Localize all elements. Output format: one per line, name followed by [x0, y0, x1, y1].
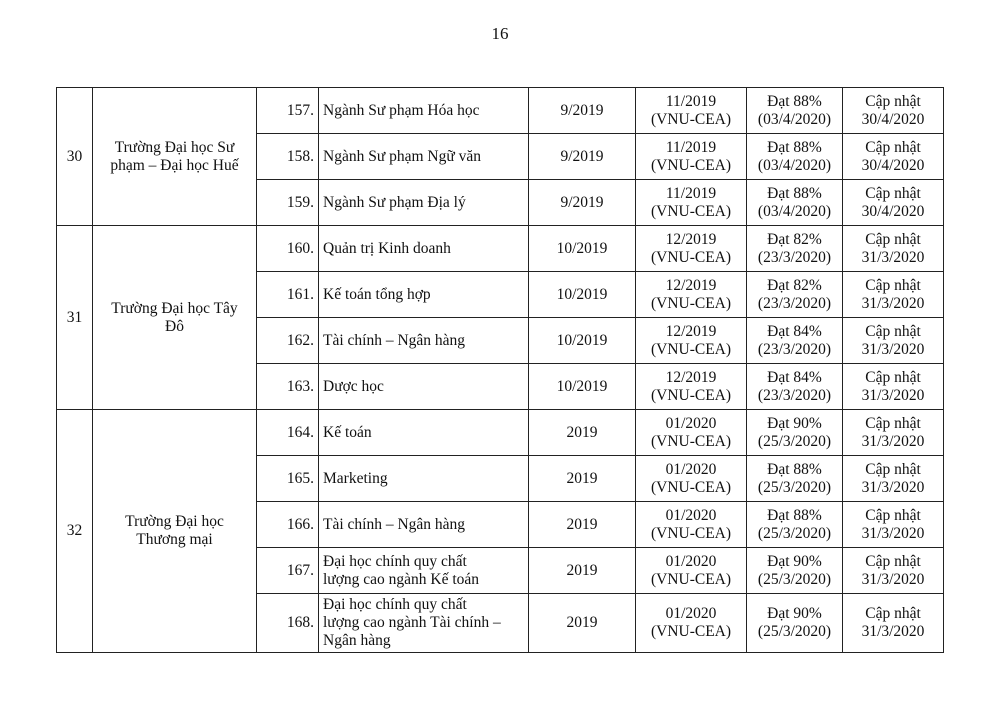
- council-time: 12/2019 (VNU-CEA): [636, 226, 747, 272]
- accreditation-table: [56, 87, 944, 653]
- council-time: 11/2019 (VNU-CEA): [636, 180, 747, 226]
- evaluation-time: 10/2019: [529, 318, 636, 364]
- result: Đạt 88% (25/3/2020): [747, 456, 843, 502]
- program-name: Đại học chính quy chất lượng cao ngành Tài chính – Ngân hàng: [319, 594, 529, 653]
- council-time: 11/2019 (VNU-CEA): [636, 88, 747, 134]
- result: Đạt 88% (03/4/2020): [747, 180, 843, 226]
- program-name: Quản trị Kinh doanh: [319, 226, 529, 272]
- update-status: Cập nhật 31/3/2020: [843, 548, 944, 594]
- row-number: 159.: [257, 180, 319, 226]
- program-name: Đại học chính quy chất lượng cao ngành Kế toán: [319, 548, 529, 594]
- table-row: [57, 88, 944, 134]
- result: Đạt 88% (03/4/2020): [747, 88, 843, 134]
- update-status: Cập nhật 30/4/2020: [843, 88, 944, 134]
- council-time: 12/2019 (VNU-CEA): [636, 364, 747, 410]
- result: Đạt 90% (25/3/2020): [747, 410, 843, 456]
- row-number: 168.: [257, 594, 319, 653]
- row-number: 165.: [257, 456, 319, 502]
- result: Đạt 82% (23/3/2020): [747, 272, 843, 318]
- update-status: Cập nhật 30/4/2020: [843, 134, 944, 180]
- program-name: Marketing: [319, 456, 529, 502]
- program-name: Tài chính – Ngân hàng: [319, 318, 529, 364]
- update-status: Cập nhật 31/3/2020: [843, 318, 944, 364]
- council-time: 12/2019 (VNU-CEA): [636, 272, 747, 318]
- evaluation-time: 2019: [529, 410, 636, 456]
- program-name: Ngành Sư phạm Hóa học: [319, 88, 529, 134]
- evaluation-time: 9/2019: [529, 88, 636, 134]
- update-status: Cập nhật 31/3/2020: [843, 364, 944, 410]
- evaluation-time: 9/2019: [529, 134, 636, 180]
- council-time: 01/2020 (VNU-CEA): [636, 594, 747, 653]
- update-status: Cập nhật 31/3/2020: [843, 502, 944, 548]
- result: Đạt 90% (25/3/2020): [747, 594, 843, 653]
- evaluation-time: 10/2019: [529, 272, 636, 318]
- update-status: Cập nhật 31/3/2020: [843, 410, 944, 456]
- evaluation-time: 10/2019: [529, 364, 636, 410]
- row-number: 158.: [257, 134, 319, 180]
- council-time: 12/2019 (VNU-CEA): [636, 318, 747, 364]
- result: Đạt 84% (23/3/2020): [747, 364, 843, 410]
- group-number: 31: [57, 226, 93, 410]
- result: Đạt 90% (25/3/2020): [747, 548, 843, 594]
- result: Đạt 82% (23/3/2020): [747, 226, 843, 272]
- evaluation-time: 2019: [529, 548, 636, 594]
- evaluation-time: 2019: [529, 594, 636, 653]
- result: Đạt 88% (03/4/2020): [747, 134, 843, 180]
- result: Đạt 88% (25/3/2020): [747, 502, 843, 548]
- program-name: Ngành Sư phạm Ngữ văn: [319, 134, 529, 180]
- program-name: Kế toán: [319, 410, 529, 456]
- evaluation-time: 9/2019: [529, 180, 636, 226]
- row-number: 162.: [257, 318, 319, 364]
- evaluation-time: 2019: [529, 502, 636, 548]
- update-status: Cập nhật 30/4/2020: [843, 180, 944, 226]
- update-status: Cập nhật 31/3/2020: [843, 272, 944, 318]
- row-number: 166.: [257, 502, 319, 548]
- evaluation-time: 10/2019: [529, 226, 636, 272]
- program-name: Tài chính – Ngân hàng: [319, 502, 529, 548]
- group-number: 32: [57, 410, 93, 653]
- school-name: Trường Đại học Thương mại: [93, 410, 257, 653]
- update-status: Cập nhật 31/3/2020: [843, 456, 944, 502]
- council-time: 01/2020 (VNU-CEA): [636, 456, 747, 502]
- council-time: 01/2020 (VNU-CEA): [636, 410, 747, 456]
- program-name: Kế toán tổng hợp: [319, 272, 529, 318]
- table-row: [57, 226, 944, 272]
- row-number: 163.: [257, 364, 319, 410]
- update-status: Cập nhật 31/3/2020: [843, 594, 944, 653]
- row-number: 164.: [257, 410, 319, 456]
- result: Đạt 84% (23/3/2020): [747, 318, 843, 364]
- update-status: Cập nhật 31/3/2020: [843, 226, 944, 272]
- row-number: 167.: [257, 548, 319, 594]
- page-number: 16: [491, 24, 509, 43]
- council-time: 01/2020 (VNU-CEA): [636, 548, 747, 594]
- row-number: 157.: [257, 88, 319, 134]
- evaluation-time: 2019: [529, 456, 636, 502]
- school-name: Trường Đại học Sư phạm – Đại học Huế: [93, 88, 257, 226]
- row-number: 160.: [257, 226, 319, 272]
- council-time: 01/2020 (VNU-CEA): [636, 502, 747, 548]
- table-body: [57, 88, 944, 653]
- program-name: Ngành Sư phạm Địa lý: [319, 180, 529, 226]
- school-name: Trường Đại học Tây Đô: [93, 226, 257, 410]
- row-number: 161.: [257, 272, 319, 318]
- program-name: Dược học: [319, 364, 529, 410]
- group-number: 30: [57, 88, 93, 226]
- council-time: 11/2019 (VNU-CEA): [636, 134, 747, 180]
- table-row: [57, 410, 944, 456]
